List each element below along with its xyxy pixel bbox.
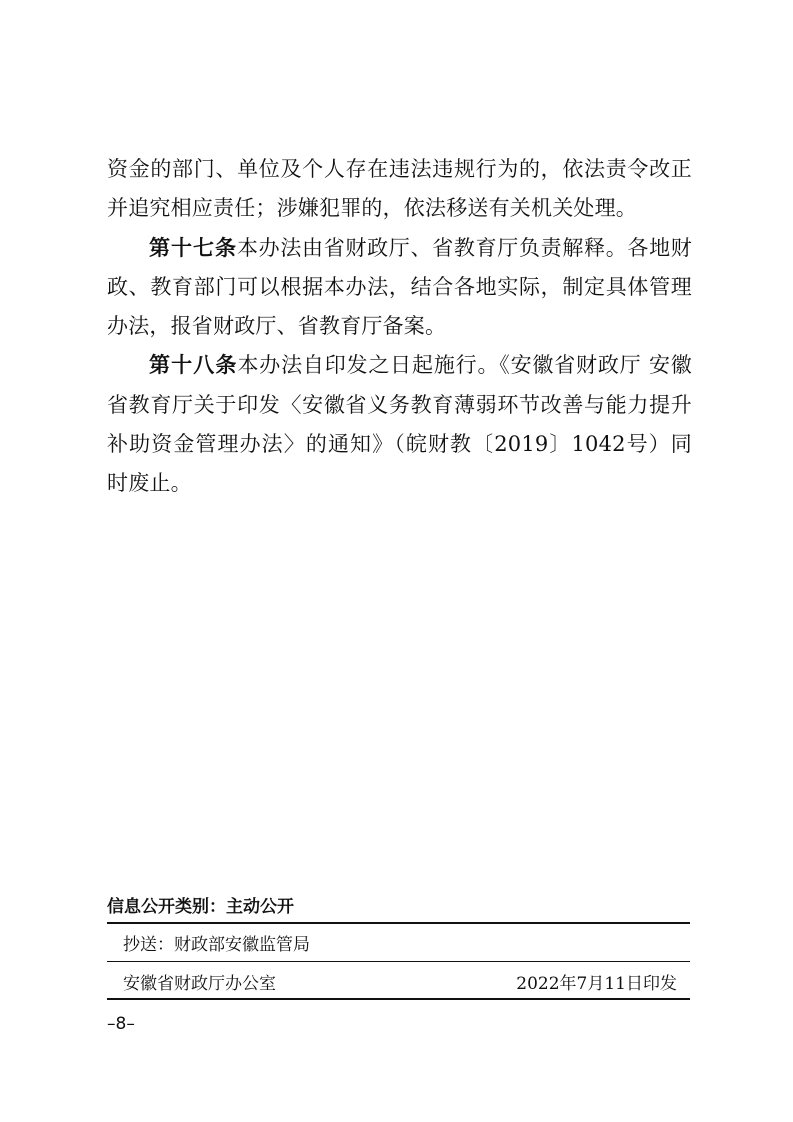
info-disclosure-category: 信息公开类别：主动公开 <box>107 897 294 917</box>
footer-bottom-rule <box>107 998 690 1000</box>
footer-top-rule <box>107 922 690 924</box>
article-18 <box>107 346 692 503</box>
article-18-text: 本办法自印发之日起施行。《安徽省财政厅 安徽省教育厅关于印发〈安徽省义务教育薄弱环节改善与能力提升补助资金管理办法〉的通知》（皖财教〔2019〕1042号）同时废止。 <box>107 353 692 496</box>
cc-recipients: 抄送：财政部安徽监管局 <box>123 935 310 955</box>
article-17-label: 第十七条 <box>149 235 237 260</box>
issuing-office: 安徽省财政厅办公室 <box>123 974 276 994</box>
article-17-text: 本办法由省财政厅、省教育厅负责解释。各地财政、教育部门可以根据本办法，结合各地实际，制定具体管理办法，报省财政厅、省教育厅备案。 <box>107 235 692 339</box>
article-17 <box>107 229 692 347</box>
paragraph-continuation: 资金的部门、单位及个人存在违法违规行为的，依法责令改正并追究相应责任；涉嫌犯罪的，依法移送有关机关处理。 <box>107 157 692 221</box>
page-number: –8– <box>107 1014 135 1034</box>
issue-date: 2022年7月11日印发 <box>516 974 677 994</box>
footer-middle-rule <box>107 961 690 962</box>
document-body <box>107 150 692 504</box>
article-18-label: 第十八条 <box>149 353 238 378</box>
